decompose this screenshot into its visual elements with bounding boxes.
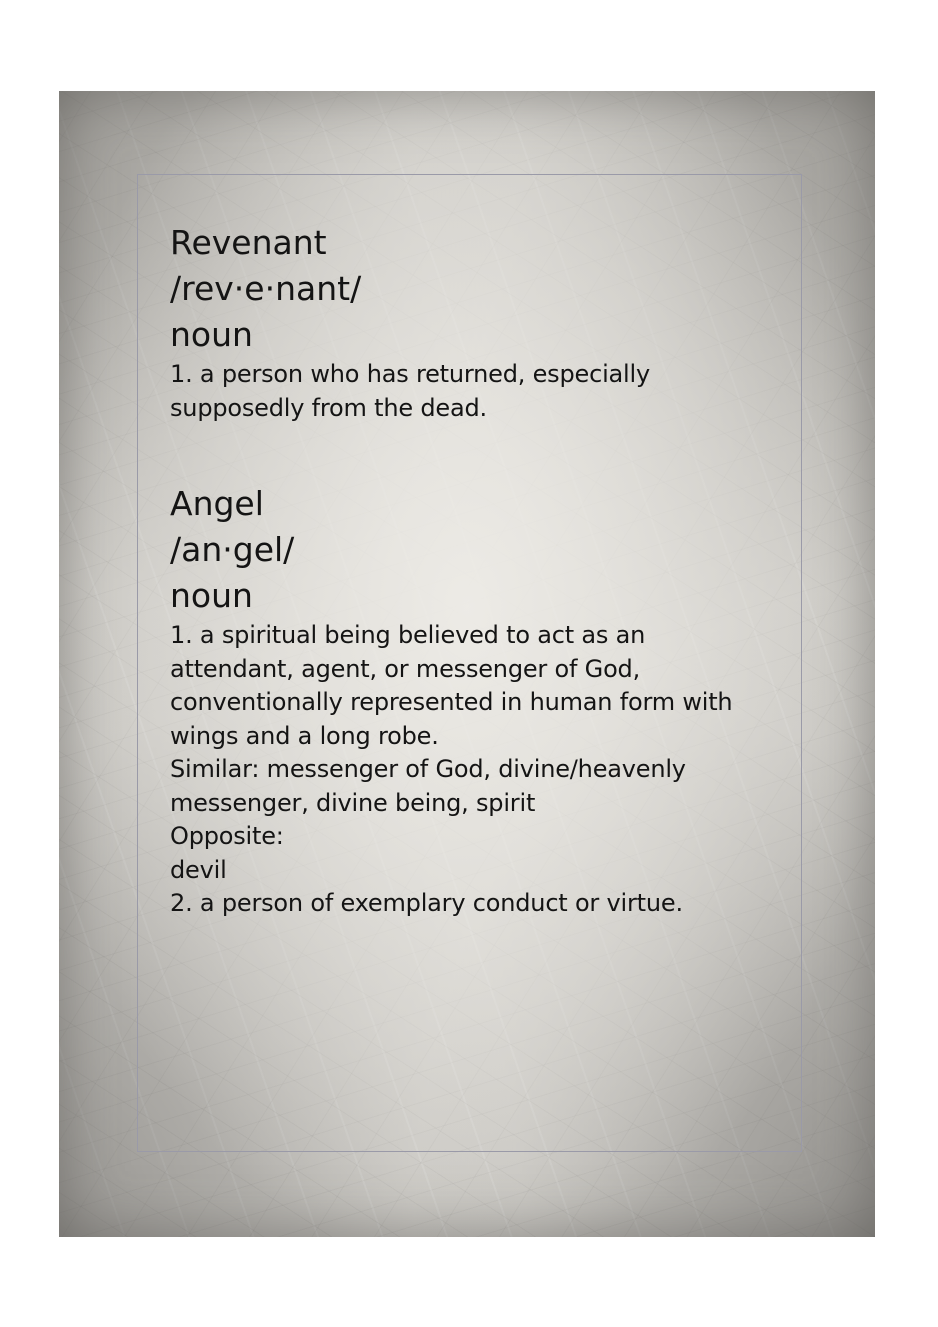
definition-line: wings and a long robe. [170,721,439,750]
definition-line: 2. a person of exemplary conduct or virtue. [170,889,683,917]
entry-angel [170,481,790,921]
definition-line: 1. a spiritual being believed to act as an [170,621,646,649]
opposite-word: devil [170,855,227,884]
entry-word: Angel [170,484,264,523]
entry-part-of-speech: noun [170,576,253,615]
entry-pronunciation: /rev·e·nant/ [170,269,362,308]
definition-line: 1. a person who has returned, especially [170,360,650,388]
entry-pronunciation: /an·gel/ [170,530,295,569]
entry-part-of-speech: noun [170,315,253,354]
definition-line: supposedly from the dead. [170,393,487,422]
similar-line: messenger, divine being, spirit [170,788,536,817]
definition-line: attendant, agent, or messenger of God, [170,654,641,683]
similar-line: Similar: messenger of God, divine/heavenly [170,755,686,783]
opposite-label: Opposite: [170,822,284,850]
entry-revenant [170,220,790,425]
entry-word: Revenant [170,223,327,262]
definition-line: conventionally represented in human form with [170,688,733,716]
dictionary-content [170,220,790,921]
